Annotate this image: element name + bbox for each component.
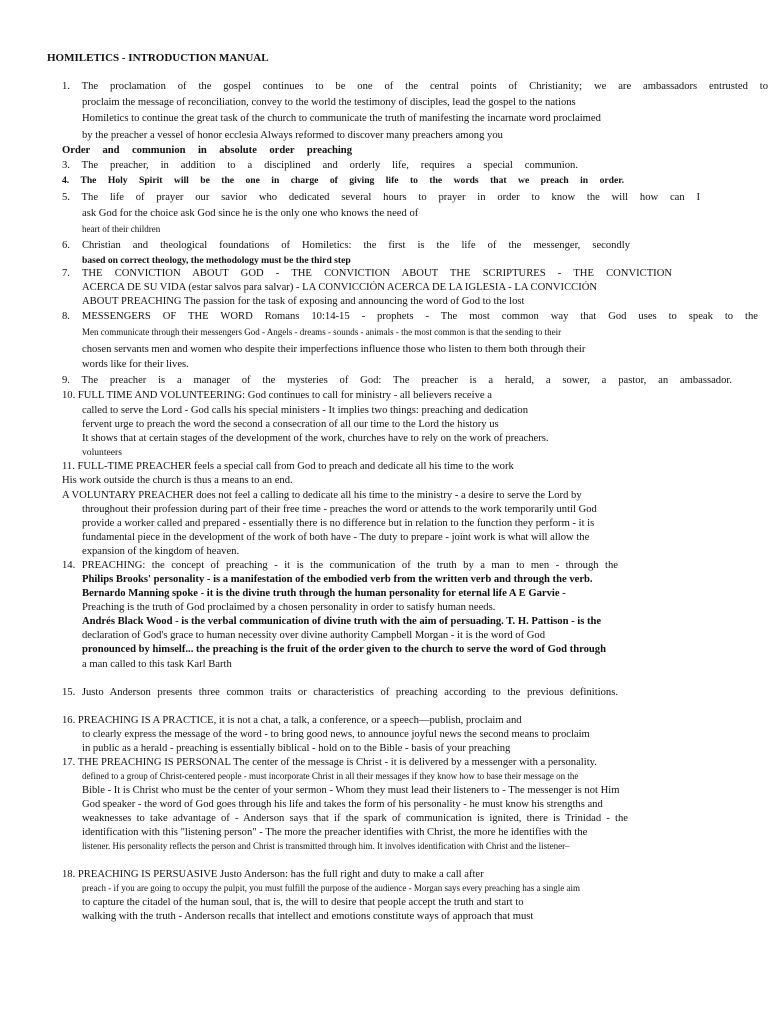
text-line: 14. PREACHING: the concept of preaching - it is the communication of the truth by a man to men - through the — [62, 560, 618, 571]
text-line: Men communicate through their messengers God - Angels - dreams - sounds - animals - the most common is that the sending to their — [82, 327, 562, 337]
text-line: ABOUT PREACHING The passion for the task of exposing and announcing the word of God to the lost — [82, 296, 525, 307]
text-line: 10. FULL TIME AND VOLUNTEERING: God continues to call for ministry - all believers receive a — [62, 390, 492, 401]
text-line: Order and communion in absolute order preaching — [62, 145, 352, 156]
text-line: Andrés Black Wood - is the verbal communication of divine truth with the aim of persuading. T. H. Pattison - is the — [82, 616, 602, 627]
text-line: in public as a herald - preaching is essentially biblical - hold on to the Bible - basis of your preaching — [82, 743, 511, 754]
text-line: ask God for the choice ask God since he is the only one who knows the need of — [82, 208, 419, 219]
text-line: 6. Christian and theological foundations of Homiletics: the first is the life of the messenger, secondly — [62, 240, 630, 251]
text-line: listener. His personality reflects the person and Christ is transmitted through him. It involves identification with Christ and the listener– — [82, 841, 570, 851]
text-line: 1. The proclamation of the gospel continues to be one of the central points of Christianity; we are ambassadors entrusted to — [62, 81, 768, 92]
text-line: Preaching is the truth of God proclaimed by a chosen personality in order to satisfy human needs. — [82, 602, 496, 613]
text-line: chosen servants men and women who despite their imperfections influence those who listen to them both through their — [82, 344, 586, 355]
text-line: 4. The Holy Spirit will be the one in charge of giving life to the words that we preach in order. — [62, 175, 624, 186]
text-line: 17. THE PREACHING IS PERSONAL The center of the message is Christ - it is delivered by a messenger with a personality. — [62, 757, 597, 768]
text-line: pronounced by himself... the preaching is the fruit of the order given to the church to serve the word of God through — [82, 644, 606, 655]
text-line: Bernardo Manning spoke - it is the divine truth through the human personality for eternal life A E Garvie - — [82, 588, 566, 599]
document-title: HOMILETICS - INTRODUCTION MANUAL — [47, 52, 269, 64]
text-line: 16. PREACHING IS A PRACTICE, it is not a chat, a talk, a conference, or a speech—publish, proclaim and — [62, 715, 522, 726]
text-line: 11. FULL-TIME PREACHER feels a special call from God to preach and dedicate all his time to the work — [62, 461, 514, 472]
text-line: based on correct theology, the methodology must be the third step — [82, 255, 351, 266]
text-line: 3. The preacher, in addition to a disciplined and orderly life, requires a special communion. — [62, 160, 578, 171]
text-line: 8. MESSENGERS OF THE WORD Romans 10:14-15 - prophets - The most common way that God uses to speak to the — [62, 311, 758, 322]
text-line: Philips Brooks' personality - is a manifestation of the embodied verb from the written verb and through the verb. — [82, 574, 593, 585]
text-line: defined to a group of Christ-centered people - must incorporate Christ in all their messages if they know how to base their message on the — [82, 771, 579, 781]
text-line: 9. The preacher is a manager of the mysteries of God: The preacher is a herald, a sower, a pastor, an ambassador. — [62, 375, 732, 386]
text-line: weaknesses to take advantage of - Anderson says that if the spark of communication is ignited, there is Trinidad - the — [82, 813, 628, 824]
text-line: walking with the truth - Anderson recalls that intellect and emotions constitute ways of approach that must — [82, 911, 534, 922]
text-line: declaration of God's grace to human necessity over divine authority Campbell Morgan - it is the word of God — [82, 630, 546, 641]
text-line: 7. THE CONVICTION ABOUT GOD - THE CONVICTION ABOUT THE SCRIPTURES - THE CONVICTION — [62, 268, 672, 279]
text-line: fundamental piece in the development of the work of both have - The duty to prepare - joint work is what will allow the — [82, 532, 590, 543]
text-line: 18. PREACHING IS PERSUASIVE Justo Anderson: has the full right and duty to make a call after — [62, 869, 484, 880]
text-line: throughout their profession during part of their free time - preaches the word or attends to the work temporarily until God — [82, 504, 597, 515]
text-line: identification with this "listening person" - The more the preacher identifies with Christ, the more he identifies with the — [82, 827, 588, 838]
text-line: It shows that at certain stages of the development of the work, churches have to rely on the work of preachers. — [82, 433, 549, 444]
text-line: ACERCA DE SU VIDA (estar salvos para salvar) - LA CONVICCIÓN ACERCA DE LA IGLESIA - LA CONVICCIÓN — [82, 282, 598, 293]
text-line: Homiletics to continue the great task of the church to communicate the truth of manifesting the incarnate word proclaimed — [82, 113, 601, 124]
text-line: fervent urge to preach the word the second a consecration of all our time to the Lord the history us — [82, 419, 499, 430]
text-line: A VOLUNTARY PREACHER does not feel a calling to dedicate all his time to the ministry - a desire to serve the Lord by — [62, 490, 582, 501]
text-line: proclaim the message of reconciliation, convey to the world the testimony of disciples, lead the gospel to the nations — [82, 97, 576, 108]
text-line: a man called to this task Karl Barth — [82, 659, 232, 670]
text-line: volunteers — [82, 447, 122, 458]
text-line: 5. The life of prayer our savior who dedicated several hours to prayer in order to know the will how can I — [62, 192, 700, 203]
text-line: preach - if you are going to occupy the pulpit, you must fulfill the purpose of the audience - Morgan says every preaching has a single aim — [82, 883, 580, 893]
text-line: called to serve the Lord - God calls his special ministers - It implies two things: preaching and dedication — [82, 405, 528, 416]
text-line: heart of their children — [82, 224, 161, 234]
text-line: to capture the citadel of the human soul, that is, the will to desire that people accept the truth and start to — [82, 897, 524, 908]
text-line: expansion of the kingdom of heaven. — [82, 546, 240, 557]
text-line: 15. Justo Anderson presents three common traits or characteristics of preaching according to the previous definitions. — [62, 687, 618, 698]
text-line: to clearly express the message of the word - to bring good news, to announce joyful news the second means to proclaim — [82, 729, 590, 740]
text-line: God speaker - the word of God goes through his life and takes the form of his personality - he must know his strengths and — [82, 799, 603, 810]
text-line: Bible - It is Christ who must be the center of your sermon - Whom they must lead their listeners to - The messenger is not Him — [82, 785, 620, 796]
text-line: provide a worker called and prepared - essentially there is no difference but in relation to the function they perform - it is — [82, 518, 595, 529]
text-line: His work outside the church is thus a means to an end. — [62, 475, 293, 486]
text-line: by the preacher a vessel of honor ecclesia Always reformed to discover many preachers among you — [82, 130, 503, 141]
text-line: words like for their lives. — [82, 359, 189, 370]
